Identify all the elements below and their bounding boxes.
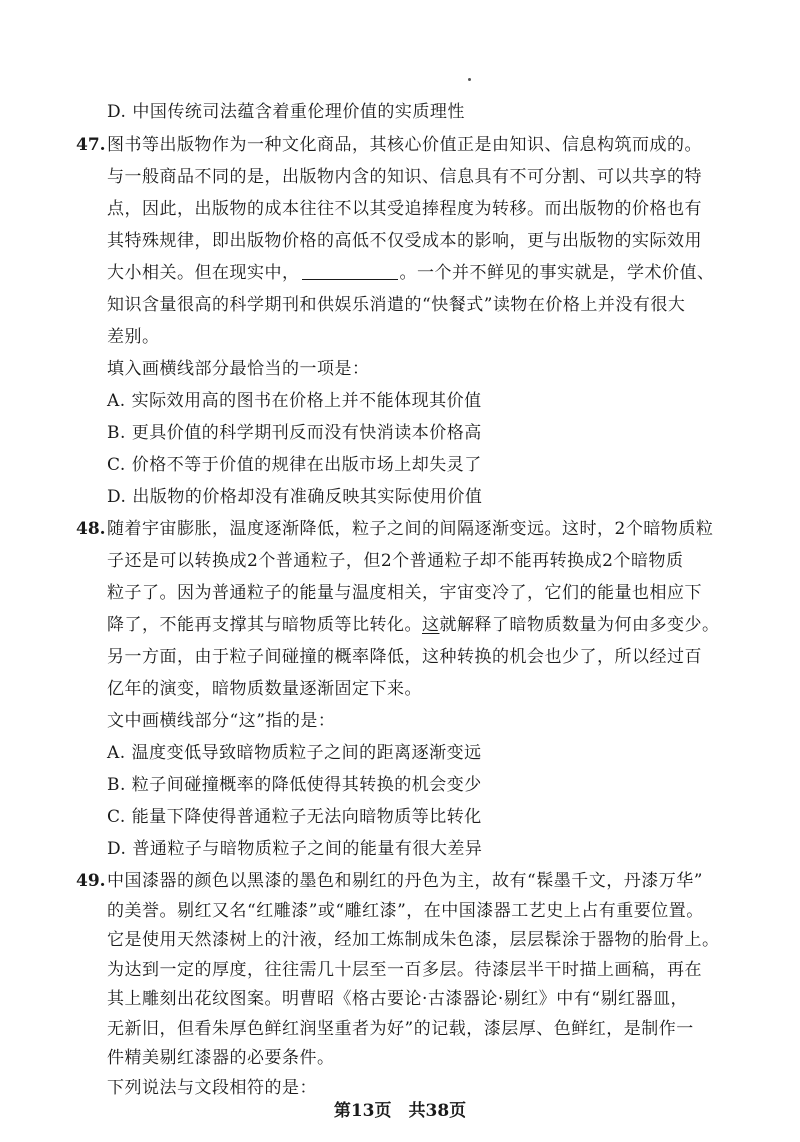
q49-text-line: 的美誉。剔红又名“红雕漆”或“雕红漆”，在中国漆器工艺史上占有重要位置。	[107, 900, 704, 921]
q47-text-after-blank: 。一个并不鲜见的事实就是，学术价值、	[399, 263, 715, 283]
q48-option-d: D. 普通粒子与暗物质粒子之间的能量有很大差异	[107, 839, 483, 859]
q49-text-line: 其上雕刻出花纹图案。明曹昭《格古要论·古漆器论·剔红》中有“剔红器皿，	[107, 989, 688, 1009]
q49-text-line: 它是使用天然漆树上的汁液，经加工炼制成朱色漆，层层髹涂于器物的胎骨上。	[107, 930, 720, 950]
q48-text-line: 另一方面，由于粒子间碰撞的概率降低，这种转换的机会也少了，所以经过百	[107, 647, 702, 667]
q48-option-c: C. 能量下降使得普通粒子无法向暗物质等比转化	[107, 807, 482, 827]
answer-blank	[302, 261, 398, 280]
q48-text-line: 子还是可以转换成2个普通粒子，但2个普通粒子却不能再转换成2个暗物质	[107, 551, 684, 571]
q47-number: 47.	[76, 135, 106, 155]
q48-text-line: 粒子了。因为普通粒子的能量与温度相关，宇宙变冷了，它们的能量也相应下	[107, 583, 702, 603]
q48-number: 48.	[76, 519, 106, 539]
q47-text-line: 与一般商品不同的是，出版物内含的知识、信息具有不可分割、可以共享的特	[107, 167, 702, 187]
q47-text-before-blank: 大小相关。但在现实中，	[107, 263, 300, 283]
q47-text-line-with-blank	[107, 258, 715, 288]
q48-prompt: 文中画横线部分“这”指的是：	[107, 711, 336, 731]
q47-option-c: C. 价格不等于价值的规律在出版市场上却失灵了	[107, 455, 482, 475]
q49-text-line: 为达到一定的厚度，往往需几十层至一百多层。待漆层半干时描上画稿，再在	[107, 959, 702, 980]
q48-text-line: 亿年的演变，暗物质数量逐渐固定下来。	[107, 679, 422, 699]
q48-option-a: A. 温度变低导致暗物质粒子之间的距离逐渐变远	[107, 743, 482, 763]
q47-option-b: B. 更具价值的科学期刊反而没有快消读本价格高	[107, 423, 482, 443]
q48-text-after-underline: 就解释了暗物质数量为何由多变少。	[439, 615, 720, 635]
q48-text-line-with-underline	[107, 610, 720, 640]
q47-text-line: 差别。	[107, 327, 160, 347]
q47-text-line: 图书等出版物作为一种文化商品，其核心价值正是由知识、信息构筑而成的。	[107, 135, 702, 155]
q47-text-line: 知识含量很高的科学期刊和供娱乐消遣的“快餐式”读物在价格上并没有很大	[107, 295, 686, 315]
q47-option-a: A. 实际效用高的图书在价格上并不能体现其价值	[107, 391, 482, 411]
q46-option-d: D. 中国传统司法蕴含着重伦理价值的实质理性	[107, 102, 465, 122]
underlined-word: 这	[422, 615, 440, 635]
q47-prompt: 填入画横线部分最恰当的一项是：	[107, 359, 370, 379]
page-footer: 第13页 共38页	[333, 1101, 467, 1121]
q47-text-line: 点，因此，出版物的成本往往不以其受追捧程度为转移。而出版物的价格也有	[107, 199, 702, 219]
q49-prompt: 下列说法与文段相符的是：	[107, 1077, 317, 1098]
q49-text-line: 中国漆器的颜色以黑漆的墨色和剔红的丹色为主，故有“髹墨千文，丹漆万华”	[107, 871, 703, 891]
scan-dot	[468, 78, 471, 81]
q48-option-b: B. 粒子间碰撞概率的降低使得其转换的机会变少	[107, 775, 482, 795]
q49-text-line: 件精美剔红漆器的必要条件。	[107, 1048, 335, 1068]
q47-option-d: D. 出版物的价格却没有准确反映其实际使用价值	[107, 487, 483, 507]
q47-text-line: 其特殊规律，即出版物价格的高低不仅受成本的影响，更与出版物的实际效用	[107, 231, 702, 251]
q48-text-before-underline: 降了，不能再支撑其与暗物质等比转化。	[107, 615, 422, 635]
q49-number: 49.	[76, 871, 106, 891]
q48-text-line: 随着宇宙膨胀，温度逐渐降低，粒子之间的间隔逐渐变远。这时，2个暗物质粒	[107, 519, 714, 539]
q49-text-line: 无新旧，但看朱厚色鲜红润坚重者为好”的记载，漆层厚、色鲜红，是制作一	[107, 1018, 694, 1039]
